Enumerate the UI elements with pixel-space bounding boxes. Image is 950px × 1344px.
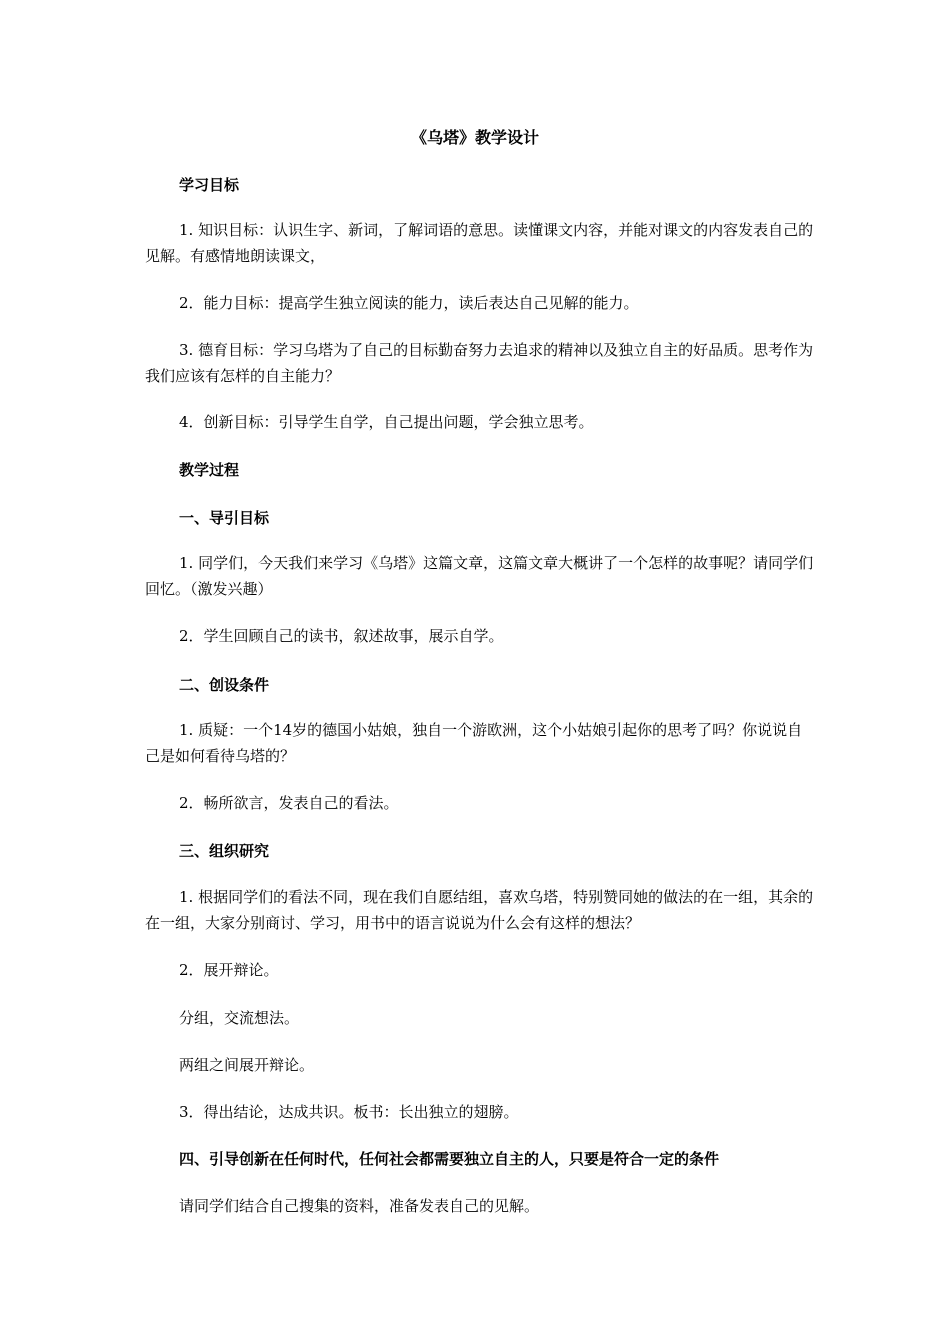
paragraph-section-1-item-2: 2．学生回顾自己的读书，叙述故事，展示自学。 [179,627,504,645]
paragraph-section-3-grouping: 分组，交流想法。 [179,1009,300,1027]
heading-section-3: 三、组织研究 [179,842,270,860]
heading-learning-goals: 学习目标 [179,176,240,194]
heading-teaching-process: 教学过程 [179,461,240,479]
paragraph-section-1-item-1: 1. 同学们，今天我们来学习《乌塔》这篇文章，这篇文章大概讲了一个怎样的故事呢？请同学们回忆。（激发兴趣） [145,554,814,598]
paragraph-section-3-debate: 两组之间展开辩论。 [179,1056,315,1074]
paragraph-ability-goal: 2．能力目标：提高学生独立阅读的能力，读后表达自己见解的能力。 [179,294,639,312]
heading-section-2: 二、创设条件 [179,676,270,694]
paragraph-section-4-item-1: 请同学们结合自己搜集的资料，准备发表自己的见解。 [179,1197,540,1215]
paragraph-section-2-item-1: 1. 质疑：一个14岁的德国小姑娘，独自一个游欧洲，这个小姑娘引起你的思考了吗？你说说自己是如何看待乌塔的？ [145,721,803,765]
paragraph-section-2-item-2: 2．畅所欲言，发表自己的看法。 [179,794,399,812]
heading-section-1: 一、导引目标 [179,509,270,527]
document-title: 《乌塔》教学设计 [410,128,539,147]
paragraph-knowledge-goal: 1. 知识目标：认识生字、新词，了解词语的意思。读懂课文内容，并能对课文的内容发表自己的见解。有感情地朗读课文， [145,221,814,265]
paragraph-section-3-item-3: 3．得出结论，达成共识。板书：长出独立的翅膀。 [179,1103,519,1121]
heading-section-4: 四、引导创新在任何时代，任何社会都需要独立自主的人，只要是符合一定的条件 [179,1150,720,1168]
paragraph-moral-goal: 3. 德育目标：学习乌塔为了自己的目标勤奋努力去追求的精神以及独立自主的好品质。思考作为我们应该有怎样的自主能力？ [145,341,814,385]
paragraph-section-3-item-1: 1. 根据同学们的看法不同，现在我们自愿结组，喜欢乌塔，特别赞同她的做法的在一组，其余的在一组，大家分别商讨、学习，用书中的语言说说为什么会有这样的想法？ [145,888,814,932]
paragraph-section-3-item-2: 2．展开辩论。 [179,961,279,979]
paragraph-innovation-goal: 4．创新目标：引导学生自学，自己提出问题，学会独立思考。 [179,413,594,431]
